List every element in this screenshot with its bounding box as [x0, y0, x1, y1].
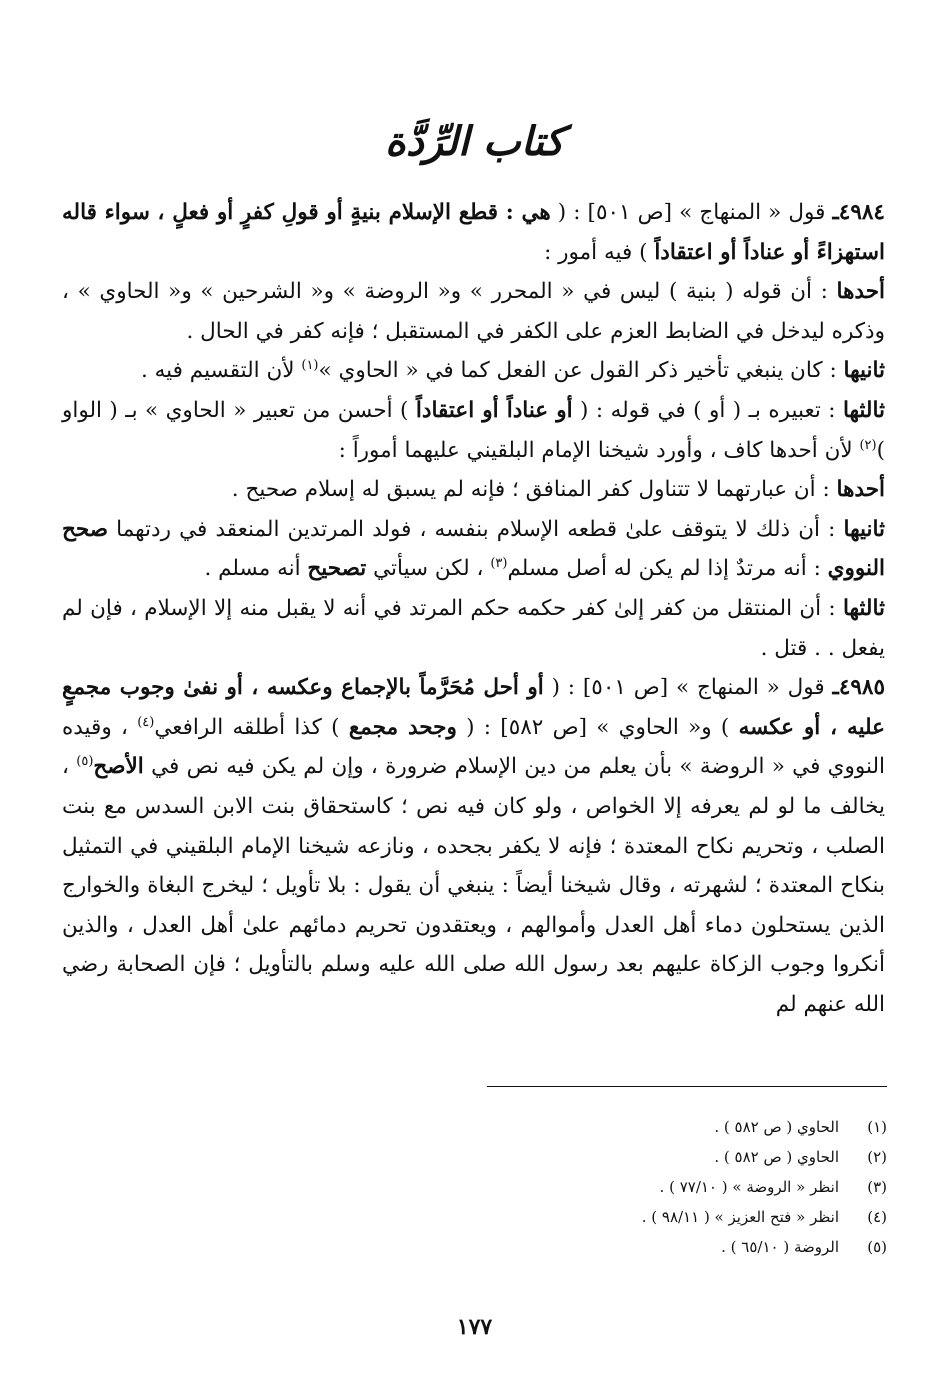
entry-number: ٤٩٨٥ـ: [832, 675, 886, 701]
footnote-text: انظر « فتح العزيز » ( ٩٨/١١ ) .: [641, 1208, 839, 1226]
paragraph-second: [62, 351, 885, 391]
text-run: لأن أحدها كاف ، وأورد شيخنا الإمام البلقيني عليهما أموراً :: [338, 437, 860, 463]
text-run: ) و« الحاوي » [ص ٥٨٢] : (: [456, 714, 739, 740]
entry-number: ٤٩٨٤ـ: [832, 200, 885, 225]
footnote-divider: [487, 1086, 887, 1087]
text-run: لأن التقسيم فيه .: [140, 358, 302, 384]
text-run: ، يخالف ما لو لم يعرفه إلا الخواص ، ولو كان فيه نص ؛ كاستحقاق بنت الابن السدس مع بنت الصلب ، وتحريم نكاح المعتدة ؛ فإنه لا يكفر بجحده ، ونازعه شيخنا الإمام البلقيني في التمثيل بنكاح المعتدة ؛ لشهرته ، وقال شيخنا أيضاً : ينبغي أن يقول : بلا تأويل ؛ ليخرج البغاة والخوارج الذين يستحلون دماء أهل العدل وأموالهم ، ويعتقدون تحريم دمائهم علىٰ أهل العدل ، والذين أنكروا وجوب الزكاة عليهم بعد رسول الله صلى الله عليه وسلم بالتأويل ؛ فإن الصحابة رضي الله عنهم لم: [62, 754, 885, 1017]
text-run: ) كذا أطلقه الرافعي: [154, 714, 349, 740]
main-text: [62, 193, 885, 1024]
footnote-ref: (٣): [490, 556, 508, 572]
footnote-item: [67, 1202, 887, 1232]
footnote-item: [67, 1172, 887, 1202]
paragraph-third: [62, 391, 885, 470]
text-run: : أن ذلك لا يتوقف علىٰ قطعه الإسلام بنفسه ، فولد المرتدين المنعقد في ردتهما: [108, 516, 844, 542]
text-run: ) أحسن من تعبير « الحاوي » بـ ( الواو ): [62, 397, 885, 463]
footnote-item: [67, 1232, 887, 1262]
quoted-text: أو أحل مُحَرَّماً بالإجماع وعكسه ، أو نفىٰ وجوب مجمعٍ عليه ، أو عكسه: [62, 675, 885, 740]
point-label: أحدها: [836, 477, 885, 503]
footnote-text: الروضة ( ٦٥/١٠ ) .: [721, 1238, 839, 1256]
text-run: أنه مسلم .: [204, 556, 308, 582]
text-run: : أن المنتقل من كفر إلىٰ كفر حكمه حكم المرتد في أنه لا يقبل منه إلا الإسلام ، فإن لم يفعل . . قتل .: [62, 595, 885, 661]
footnote-ref: (٥): [76, 754, 94, 770]
text-run: ، لكن سيأتي: [366, 556, 491, 582]
sub-point-third: [62, 589, 885, 668]
quoted-text: صحح النووي: [62, 516, 885, 582]
page-title: كتاب الرِّدَّة: [384, 118, 565, 165]
point-label: أحدها: [836, 279, 885, 305]
page-number: ١٧٧: [456, 1314, 493, 1340]
text-run: : أن قوله ( بنية ) ليس في « المحرر » و« الروضة » و« الشرحين » و« الحاوي » ، وذكره ليدخل في الضابط العزم على الكفر في المستقبل ؛ فإنه كفر في الحال .: [62, 279, 885, 344]
text-run: ) فيه أمور :: [544, 239, 655, 265]
footnote-ref: (٤): [137, 714, 155, 730]
quoted-text: تصحيح: [307, 556, 367, 582]
footnote-number: (٢): [867, 1148, 887, 1166]
sub-point-first: [62, 470, 885, 510]
footnote-number: (١): [867, 1118, 887, 1136]
point-label: ثانيها: [843, 358, 885, 384]
quoted-text: وجحد مجمع: [348, 714, 457, 740]
footnote-text: انظر « الروضة » ( ٧٧/١٠ ) .: [659, 1178, 839, 1196]
quoted-text: الأصح: [93, 754, 144, 780]
footnote-text: الحاوي ( ص ٥٨٢ ) .: [714, 1148, 839, 1166]
quoted-text: هي : قطع الإسلام بنيةٍ أو قولِ كفرٍ أو فعلٍ ، سواء قاله استهزاءً أو عناداً أو اعتقاداً: [62, 200, 885, 265]
footnote-number: (٤): [867, 1208, 887, 1226]
footnote-item: [67, 1142, 887, 1172]
quoted-text: أو عناداً أو اعتقاداً: [415, 397, 573, 423]
point-label: ثالثها: [842, 595, 885, 621]
sub-point-second: [62, 510, 885, 589]
text-run: ، وقيده النووي في « الروضة » بأن يعلم من دين الإسلام ضرورة ، وإن لم يكن فيه نص في: [62, 714, 885, 780]
footnote-item: [67, 1112, 887, 1142]
text-run: قول « المنهاج » [ص ٥٠١] : (: [550, 200, 833, 225]
text-run: : أن عبارتهما لا تتناول كفر المنافق ؛ فإنه لم يسبق له إسلام صحيح .: [231, 477, 837, 503]
entry-4984-heading: [62, 193, 885, 272]
text-run: : تعبيره بـ ( أو ) في قوله : (: [572, 397, 843, 423]
footnote-text: الحاوي ( ص ٥٨٢ ) .: [714, 1118, 839, 1136]
point-label: ثانيها: [843, 516, 885, 542]
footnote-ref: (١): [301, 358, 319, 374]
footnote-ref: (٢): [859, 437, 877, 453]
footnotes-list: [67, 1112, 887, 1262]
text-run: قول « المنهاج » [ص ٥٠١] : (: [543, 675, 833, 701]
footnote-number: (٣): [867, 1178, 887, 1196]
footnote-number: (٥): [867, 1238, 887, 1256]
point-label: ثالثها: [842, 397, 886, 423]
text-run: : أنه مرتدٌ إذا لم يكن له أصل مسلم: [507, 556, 828, 582]
paragraph-first: [62, 272, 885, 351]
text-run: : كان ينبغي تأخير ذكر القول عن الفعل كما في « الحاوي »: [318, 358, 844, 384]
entry-4985-heading: [62, 668, 885, 1024]
